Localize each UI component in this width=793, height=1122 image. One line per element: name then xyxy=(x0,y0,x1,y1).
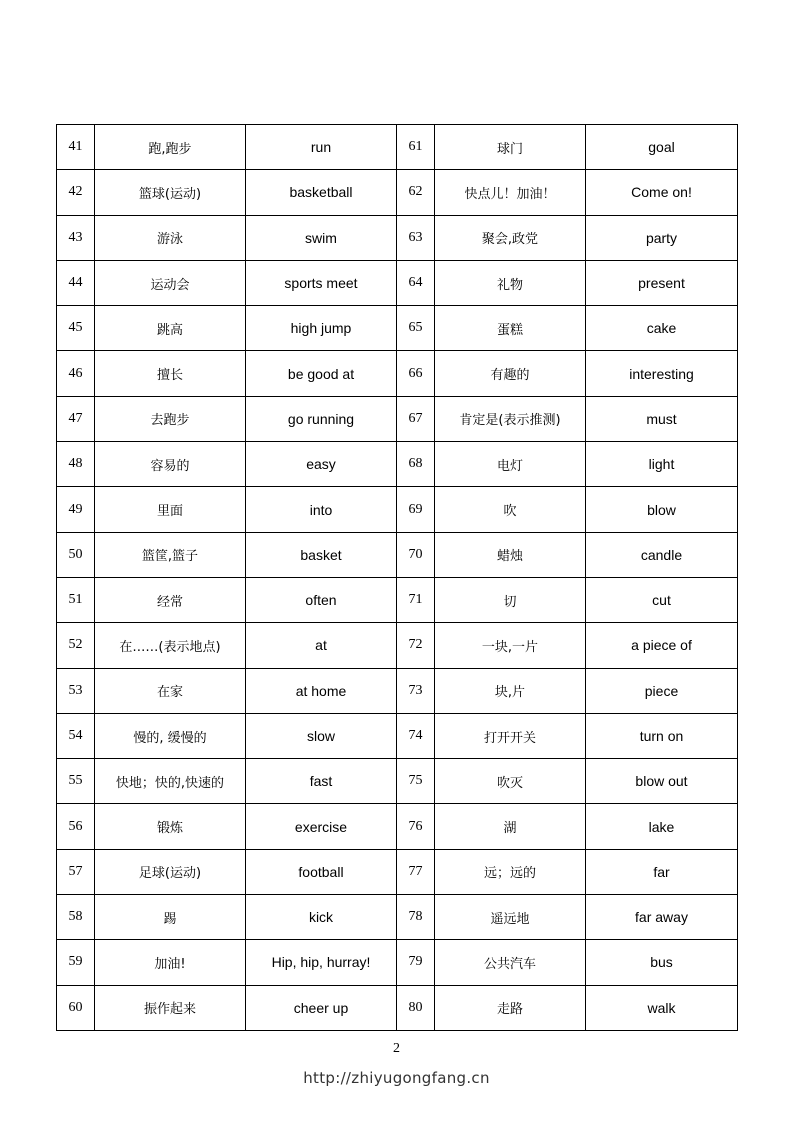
chinese-term: 快点儿！加油！ xyxy=(435,170,586,215)
chinese-term: 足球(运动) xyxy=(95,849,246,894)
english-term: kick xyxy=(246,895,397,940)
chinese-term: 有趣的 xyxy=(435,351,586,396)
english-term: be good at xyxy=(246,351,397,396)
english-term: cake xyxy=(586,306,738,351)
table-row xyxy=(57,260,738,305)
entry-number: 75 xyxy=(397,759,435,804)
english-term: light xyxy=(586,442,738,487)
chinese-term: 容易的 xyxy=(95,442,246,487)
english-term: walk xyxy=(586,985,738,1030)
english-term: run xyxy=(246,125,397,170)
table-row xyxy=(57,668,738,713)
entry-number: 70 xyxy=(397,532,435,577)
chinese-term: 块,片 xyxy=(435,668,586,713)
chinese-term: 礼物 xyxy=(435,260,586,305)
page-number: 2 xyxy=(393,1041,400,1056)
english-term: piece xyxy=(586,668,738,713)
english-term: at xyxy=(246,623,397,668)
chinese-term: 球门 xyxy=(435,125,586,170)
english-term: bus xyxy=(586,940,738,985)
entry-number: 73 xyxy=(397,668,435,713)
entry-number: 42 xyxy=(57,170,95,215)
entry-number: 51 xyxy=(57,577,95,622)
chinese-term: 打开开关 xyxy=(435,713,586,758)
english-term: football xyxy=(246,849,397,894)
english-term: goal xyxy=(586,125,738,170)
chinese-term: 踢 xyxy=(95,895,246,940)
english-term: far away xyxy=(586,895,738,940)
chinese-term: 肯定是(表示推测) xyxy=(435,396,586,441)
english-term: slow xyxy=(246,713,397,758)
table-row xyxy=(57,623,738,668)
vocabulary-table xyxy=(56,124,738,1031)
table-row xyxy=(57,759,738,804)
table-row xyxy=(57,306,738,351)
vocabulary-table-body xyxy=(57,125,738,1031)
chinese-term: 快地；快的,快速的 xyxy=(95,759,246,804)
entry-number: 55 xyxy=(57,759,95,804)
english-term: easy xyxy=(246,442,397,487)
entry-number: 45 xyxy=(57,306,95,351)
entry-number: 60 xyxy=(57,985,95,1030)
chinese-term: 篮筐,篮子 xyxy=(95,532,246,577)
table-row xyxy=(57,442,738,487)
table-row xyxy=(57,396,738,441)
english-term: swim xyxy=(246,215,397,260)
chinese-term: 吹灭 xyxy=(435,759,586,804)
entry-number: 59 xyxy=(57,940,95,985)
chinese-term: 遥远地 xyxy=(435,895,586,940)
chinese-term: 振作起来 xyxy=(95,985,246,1030)
chinese-term: 加油! xyxy=(95,940,246,985)
entry-number: 57 xyxy=(57,849,95,894)
chinese-term: 公共汽车 xyxy=(435,940,586,985)
chinese-term: 远；远的 xyxy=(435,849,586,894)
entry-number: 78 xyxy=(397,895,435,940)
entry-number: 58 xyxy=(57,895,95,940)
chinese-term: 在……(表示地点) xyxy=(95,623,246,668)
table-row xyxy=(57,849,738,894)
english-term: cut xyxy=(586,577,738,622)
english-term: turn on xyxy=(586,713,738,758)
chinese-term: 锻炼 xyxy=(95,804,246,849)
chinese-term: 在家 xyxy=(95,668,246,713)
entry-number: 62 xyxy=(397,170,435,215)
table-row xyxy=(57,577,738,622)
english-term: exercise xyxy=(246,804,397,849)
chinese-term: 蜡烛 xyxy=(435,532,586,577)
table-row xyxy=(57,170,738,215)
table-row xyxy=(57,985,738,1030)
entry-number: 41 xyxy=(57,125,95,170)
entry-number: 66 xyxy=(397,351,435,396)
entry-number: 56 xyxy=(57,804,95,849)
entry-number: 54 xyxy=(57,713,95,758)
english-term: lake xyxy=(586,804,738,849)
english-term: a piece of xyxy=(586,623,738,668)
english-term: Hip, hip, hurray! xyxy=(246,940,397,985)
chinese-term: 游泳 xyxy=(95,215,246,260)
chinese-term: 聚会,政党 xyxy=(435,215,586,260)
english-term: basketball xyxy=(246,170,397,215)
entry-number: 65 xyxy=(397,306,435,351)
chinese-term: 经常 xyxy=(95,577,246,622)
entry-number: 52 xyxy=(57,623,95,668)
english-term: basket xyxy=(246,532,397,577)
table-row xyxy=(57,125,738,170)
chinese-term: 蛋糕 xyxy=(435,306,586,351)
table-row xyxy=(57,215,738,260)
chinese-term: 里面 xyxy=(95,487,246,532)
english-term: blow out xyxy=(586,759,738,804)
english-term: must xyxy=(586,396,738,441)
english-term: party xyxy=(586,215,738,260)
english-term: into xyxy=(246,487,397,532)
source-url: http://zhiyugongfang.cn xyxy=(303,1069,490,1087)
entry-number: 72 xyxy=(397,623,435,668)
english-term: Come on! xyxy=(586,170,738,215)
english-term: high jump xyxy=(246,306,397,351)
entry-number: 48 xyxy=(57,442,95,487)
chinese-term: 擅长 xyxy=(95,351,246,396)
entry-number: 50 xyxy=(57,532,95,577)
entry-number: 71 xyxy=(397,577,435,622)
english-term: often xyxy=(246,577,397,622)
entry-number: 77 xyxy=(397,849,435,894)
chinese-term: 电灯 xyxy=(435,442,586,487)
english-term: interesting xyxy=(586,351,738,396)
entry-number: 46 xyxy=(57,351,95,396)
table-row xyxy=(57,532,738,577)
chinese-term: 走路 xyxy=(435,985,586,1030)
entry-number: 68 xyxy=(397,442,435,487)
chinese-term: 慢的, 缓慢的 xyxy=(95,713,246,758)
chinese-term: 一块,一片 xyxy=(435,623,586,668)
chinese-term: 湖 xyxy=(435,804,586,849)
english-term: far xyxy=(586,849,738,894)
english-term: go running xyxy=(246,396,397,441)
entry-number: 43 xyxy=(57,215,95,260)
chinese-term: 吹 xyxy=(435,487,586,532)
entry-number: 67 xyxy=(397,396,435,441)
chinese-term: 篮球(运动) xyxy=(95,170,246,215)
table-row xyxy=(57,804,738,849)
entry-number: 63 xyxy=(397,215,435,260)
entry-number: 64 xyxy=(397,260,435,305)
chinese-term: 切 xyxy=(435,577,586,622)
table-row xyxy=(57,940,738,985)
entry-number: 49 xyxy=(57,487,95,532)
table-row xyxy=(57,487,738,532)
entry-number: 80 xyxy=(397,985,435,1030)
entry-number: 79 xyxy=(397,940,435,985)
entry-number: 74 xyxy=(397,713,435,758)
english-term: fast xyxy=(246,759,397,804)
english-term: blow xyxy=(586,487,738,532)
english-term: sports meet xyxy=(246,260,397,305)
english-term: at home xyxy=(246,668,397,713)
entry-number: 47 xyxy=(57,396,95,441)
english-term: cheer up xyxy=(246,985,397,1030)
table-row xyxy=(57,351,738,396)
chinese-term: 运动会 xyxy=(95,260,246,305)
entry-number: 44 xyxy=(57,260,95,305)
chinese-term: 跳高 xyxy=(95,306,246,351)
table-row xyxy=(57,713,738,758)
table-row xyxy=(57,895,738,940)
entry-number: 53 xyxy=(57,668,95,713)
entry-number: 76 xyxy=(397,804,435,849)
chinese-term: 去跑步 xyxy=(95,396,246,441)
english-term: candle xyxy=(586,532,738,577)
english-term: present xyxy=(586,260,738,305)
chinese-term: 跑,跑步 xyxy=(95,125,246,170)
entry-number: 69 xyxy=(397,487,435,532)
entry-number: 61 xyxy=(397,125,435,170)
